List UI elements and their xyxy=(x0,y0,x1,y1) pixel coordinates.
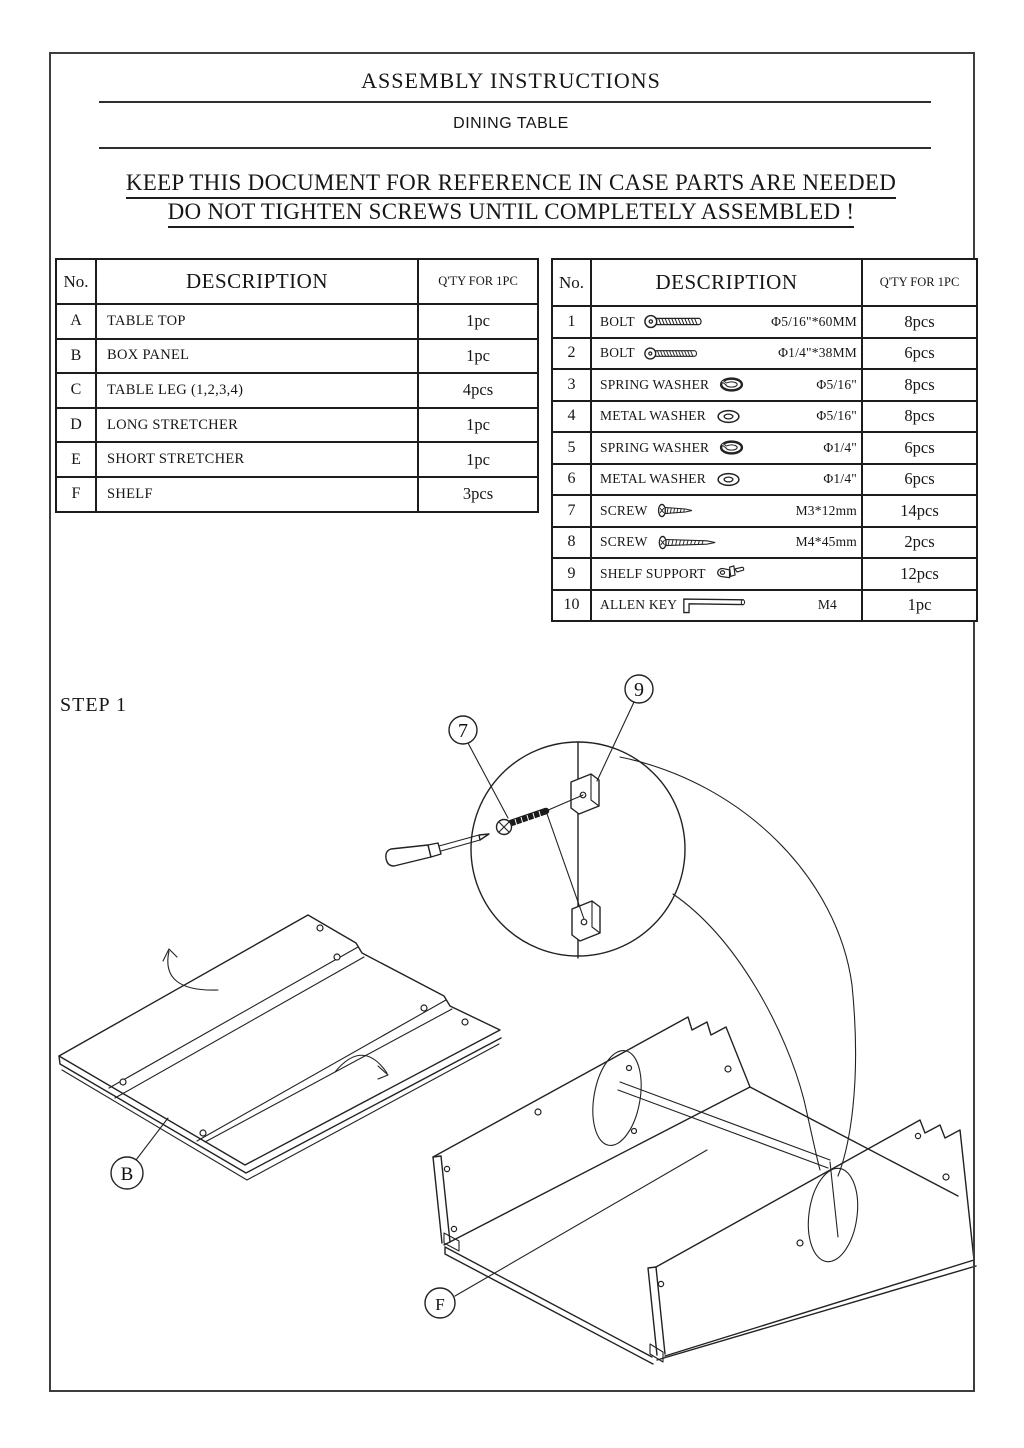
hardware-row-qty: 8pcs xyxy=(863,402,978,434)
callout-7: 7 xyxy=(458,720,468,742)
parts-row-no: D xyxy=(57,409,97,444)
hardware-row-no: 8 xyxy=(553,528,592,560)
warning-line-1: KEEP THIS DOCUMENT FOR REFERENCE IN CASE PARTS ARE NEEDED xyxy=(49,170,973,199)
parts-row-qty: 1pc xyxy=(419,340,539,375)
parts-header-qty: Q'TY FOR 1PC xyxy=(419,260,539,305)
hardware-row-description: METAL WASHER Φ5/16" xyxy=(592,402,863,434)
label-b: B xyxy=(120,1164,134,1185)
hardware-row-qty: 6pcs xyxy=(863,433,978,465)
parts-row-no: C xyxy=(57,374,97,409)
metal-washer-icon xyxy=(715,471,742,488)
subtitle-divider xyxy=(99,147,931,149)
parts-row-qty: 1pc xyxy=(419,443,539,478)
parts-row-description: SHELF xyxy=(97,478,419,513)
hardware-row-no: 1 xyxy=(553,307,592,339)
hardware-row-description: BOLT Φ5/16"*60MM xyxy=(592,307,863,339)
parts-row-description: LONG STRETCHER xyxy=(97,409,419,444)
page-border xyxy=(49,52,975,1392)
bolt-icon xyxy=(644,345,701,362)
hardware-row-qty: 6pcs xyxy=(863,339,978,371)
hardware-row-no: 4 xyxy=(553,402,592,434)
parts-row-description: TABLE TOP xyxy=(97,305,419,340)
hardware-table xyxy=(551,258,978,622)
hardware-row-no: 9 xyxy=(553,559,592,591)
parts-row-no: F xyxy=(57,478,97,513)
hardware-row-no: 3 xyxy=(553,370,592,402)
screw-icon xyxy=(657,503,695,518)
title-divider xyxy=(99,101,931,103)
spring-washer-icon xyxy=(718,376,745,393)
hardware-row-qty: 14pcs xyxy=(863,496,978,528)
hardware-row-description: ALLEN KEY M4 xyxy=(592,591,863,623)
callout-9: 9 xyxy=(634,679,644,701)
hardware-row-qty: 2pcs xyxy=(863,528,978,560)
parts-header-description: DESCRIPTION xyxy=(97,260,419,305)
parts-row-qty: 1pc xyxy=(419,409,539,444)
hardware-row-no: 6 xyxy=(553,465,592,497)
hardware-row-description: METAL WASHER Φ1/4" xyxy=(592,465,863,497)
parts-row-description: BOX PANEL xyxy=(97,340,419,375)
parts-row-no: A xyxy=(57,305,97,340)
spring-washer-icon xyxy=(718,439,745,456)
hardware-row-qty: 1pc xyxy=(863,591,978,623)
hardware-row-no: 7 xyxy=(553,496,592,528)
bolt-icon xyxy=(644,313,706,330)
hardware-row-no: 10 xyxy=(553,591,592,623)
allen-key-icon xyxy=(681,596,751,615)
parts-row-no: B xyxy=(57,340,97,375)
step-1-label: STEP 1 xyxy=(60,694,127,716)
parts-header-no: No. xyxy=(57,260,97,305)
parts-row-no: E xyxy=(57,443,97,478)
hardware-row-qty: 8pcs xyxy=(863,307,978,339)
hardware-header-description: DESCRIPTION xyxy=(592,260,863,307)
hardware-row-no: 5 xyxy=(553,433,592,465)
hardware-row-description: SPRING WASHER Φ1/4" xyxy=(592,433,863,465)
parts-row-qty: 3pcs xyxy=(419,478,539,513)
hardware-row-qty: 12pcs xyxy=(863,559,978,591)
parts-row-description: TABLE LEG (1,2,3,4) xyxy=(97,374,419,409)
page-title: ASSEMBLY INSTRUCTIONS xyxy=(361,68,661,93)
parts-row-description: SHORT STRETCHER xyxy=(97,443,419,478)
hardware-row-description: SCREW M3*12mm xyxy=(592,496,863,528)
page-subtitle: DINING TABLE xyxy=(453,115,569,132)
metal-washer-icon xyxy=(715,408,742,425)
label-f: F xyxy=(435,1295,445,1314)
hardware-row-description: BOLT Φ1/4"*38MM xyxy=(592,339,863,371)
hardware-row-description: SCREW M4*45mm xyxy=(592,528,863,560)
screw-icon xyxy=(657,535,719,550)
hardware-row-description: SHELF SUPPORT xyxy=(592,559,863,591)
parts-row-qty: 4pcs xyxy=(419,374,539,409)
hardware-header-qty: Q'TY FOR 1PC xyxy=(863,260,978,307)
parts-row-qty: 1pc xyxy=(419,305,539,340)
hardware-row-description: SPRING WASHER Φ5/16" xyxy=(592,370,863,402)
hardware-header-no: No. xyxy=(553,260,592,307)
hardware-row-no: 2 xyxy=(553,339,592,371)
hardware-row-qty: 6pcs xyxy=(863,465,978,497)
shelf-support-icon xyxy=(715,564,746,583)
warning-line-2: DO NOT TIGHTEN SCREWS UNTIL COMPLETELY ASSEMBLED ! xyxy=(49,199,973,228)
parts-table xyxy=(55,258,539,513)
hardware-row-qty: 8pcs xyxy=(863,370,978,402)
